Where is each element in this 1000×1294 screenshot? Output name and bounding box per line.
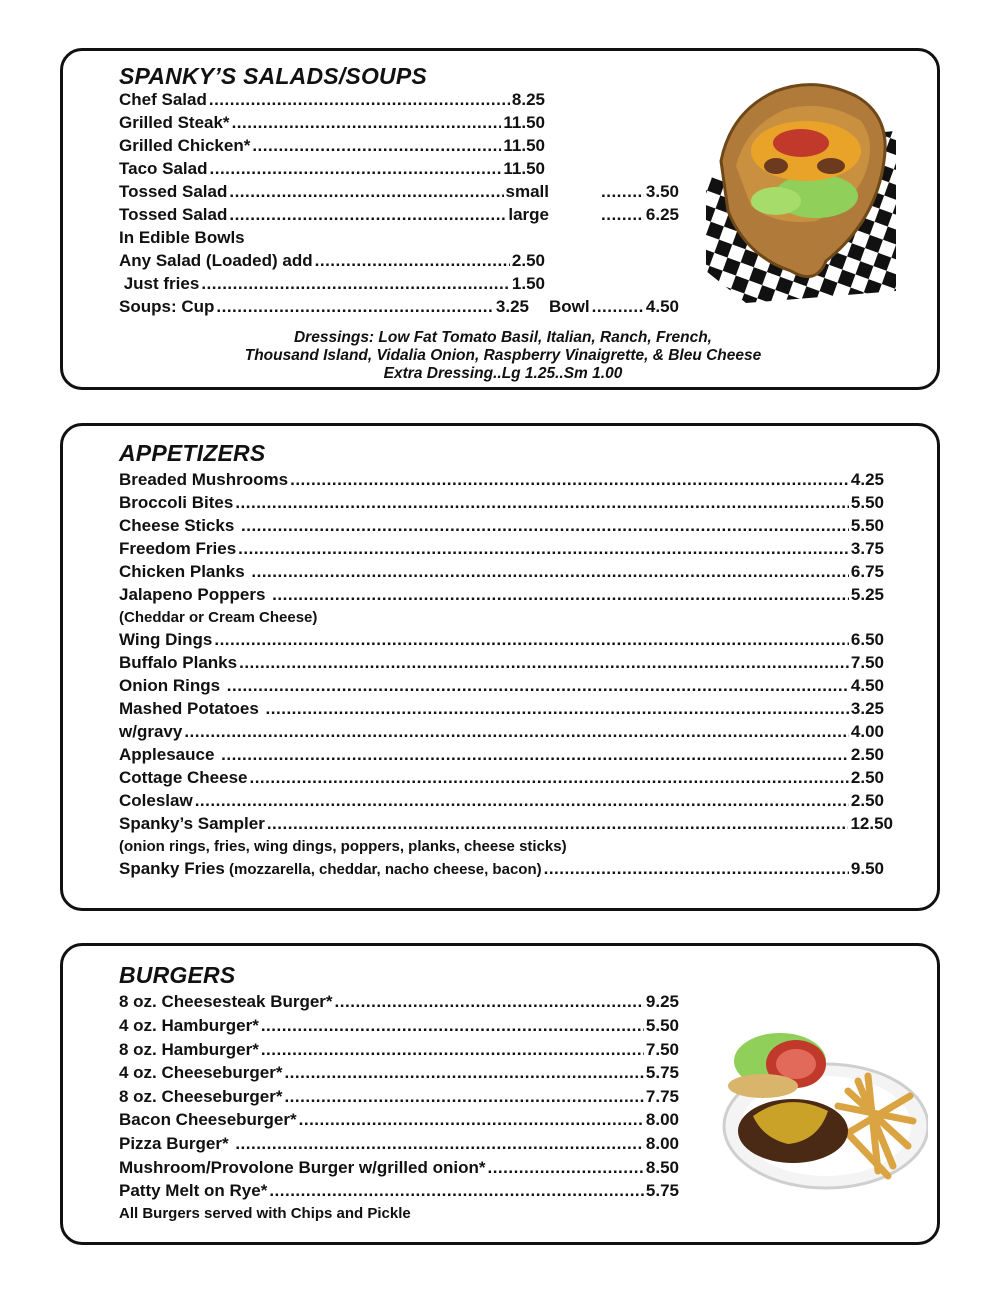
menu-item-note: (onion rings, fries, wing dings, poppers, planks, cheese sticks) bbox=[119, 838, 567, 855]
menu-item-note: (Cheddar or Cream Cheese) bbox=[119, 609, 318, 626]
menu-item: w/gravy ..... 4.00 bbox=[119, 721, 884, 743]
menu-item: Taco Salad ..... 11.50 bbox=[119, 158, 545, 180]
section-heading: APPETIZERS bbox=[119, 440, 266, 466]
menu-item: Freedom Fries ..... 3.75 bbox=[119, 538, 884, 560]
burger-and-fries-photo bbox=[718, 1026, 928, 1196]
menu-item: Pizza Burger* ..... 8.00 bbox=[119, 1133, 679, 1155]
menu-item: 8 oz. Cheeseburger* ..... 7.75 bbox=[119, 1086, 679, 1108]
menu-item: Grilled Steak* ..... 11.50 bbox=[119, 112, 545, 134]
menu-item: Chicken Planks ..... 6.75 bbox=[119, 561, 884, 583]
dressings-line-2: Thousand Island, Vidalia Onion, Raspberry Vinaigrette, & Bleu Cheese bbox=[244, 347, 762, 364]
menu-item: Broccoli Bites ..... 5.50 bbox=[119, 492, 884, 514]
menu-item: Tossed Salad ..... large bbox=[119, 204, 549, 226]
menu-subheading: In Edible Bowls bbox=[119, 228, 245, 247]
menu-item: Onion Rings ..... 4.50 bbox=[119, 675, 884, 697]
menu-item: Mashed Potatoes ..... 3.25 bbox=[119, 698, 884, 720]
appetizers-section bbox=[60, 423, 940, 911]
menu-item: Spanky’s Sampler ..... 12.50 bbox=[119, 813, 893, 835]
menu-item: Bacon Cheeseburger* ..... 8.00 bbox=[119, 1109, 679, 1131]
menu-item: Coleslaw ..... 2.50 bbox=[119, 790, 884, 812]
menu-item-price-2: ..... 6.25 bbox=[599, 204, 679, 226]
menu-item: 8 oz. Hamburger* ..... 7.50 bbox=[119, 1039, 679, 1061]
menu-item-price-2: ..... 3.50 bbox=[599, 181, 679, 203]
menu-item: Breaded Mushrooms ..... 4.25 bbox=[119, 469, 884, 491]
menu-item: Just fries ..... 1.50 bbox=[119, 273, 545, 295]
menu-item: Buffalo Planks ..... 7.50 bbox=[119, 652, 884, 674]
menu-item: Applesauce ..... 2.50 bbox=[119, 744, 884, 766]
menu-item: Cottage Cheese ..... 2.50 bbox=[119, 767, 884, 789]
burgers-section bbox=[60, 943, 940, 1245]
menu-item: Cheese Sticks ..... 5.50 bbox=[119, 515, 884, 537]
menu-item: Patty Melt on Rye* ..... 5.75 bbox=[119, 1180, 679, 1202]
salads-soups-section bbox=[60, 48, 940, 390]
menu-item: Chef Salad ..... 8.25 bbox=[119, 89, 545, 111]
dressings-line-1: Dressings: Low Fat Tomato Basil, Italian, Ranch, French, bbox=[293, 329, 712, 346]
menu-item: Soups: Cup ..... 3.25 bbox=[119, 296, 529, 318]
menu-item: Mushroom/Provolone Burger w/grilled onion* ..... 8.50 bbox=[119, 1157, 679, 1179]
extra-dressing-line: Extra Dressing..Lg 1.25..Sm 1.00 bbox=[383, 365, 623, 382]
menu-item: Any Salad (Loaded) add ..... 2.50 bbox=[119, 250, 545, 272]
burgers-note: All Burgers served with Chips and Pickle bbox=[119, 1205, 411, 1222]
menu-item: Jalapeno Poppers ..... 5.25 bbox=[119, 584, 884, 606]
menu-item-option-2: Bowl ..... 4.50 bbox=[549, 296, 679, 318]
menu-item: 8 oz. Cheesesteak Burger* ..... 9.25 bbox=[119, 991, 679, 1013]
menu-item: 4 oz. Hamburger* ..... 5.50 bbox=[119, 1015, 679, 1037]
section-heading: BURGERS bbox=[119, 962, 236, 988]
menu-item: Wing Dings ..... 6.50 bbox=[119, 629, 884, 651]
menu-item: Spanky Fries (mozzarella, cheddar, nacho cheese, bacon) ..... 9.50 bbox=[119, 858, 884, 880]
menu-item: 4 oz. Cheeseburger* ..... 5.75 bbox=[119, 1062, 679, 1084]
menu-item: Grilled Chicken* ..... 11.50 bbox=[119, 135, 545, 157]
taco-salad-photo bbox=[706, 71, 896, 303]
menu-item: Tossed Salad ..... small bbox=[119, 181, 549, 203]
section-heading: SPANKY’S SALADS/SOUPS bbox=[119, 63, 427, 89]
